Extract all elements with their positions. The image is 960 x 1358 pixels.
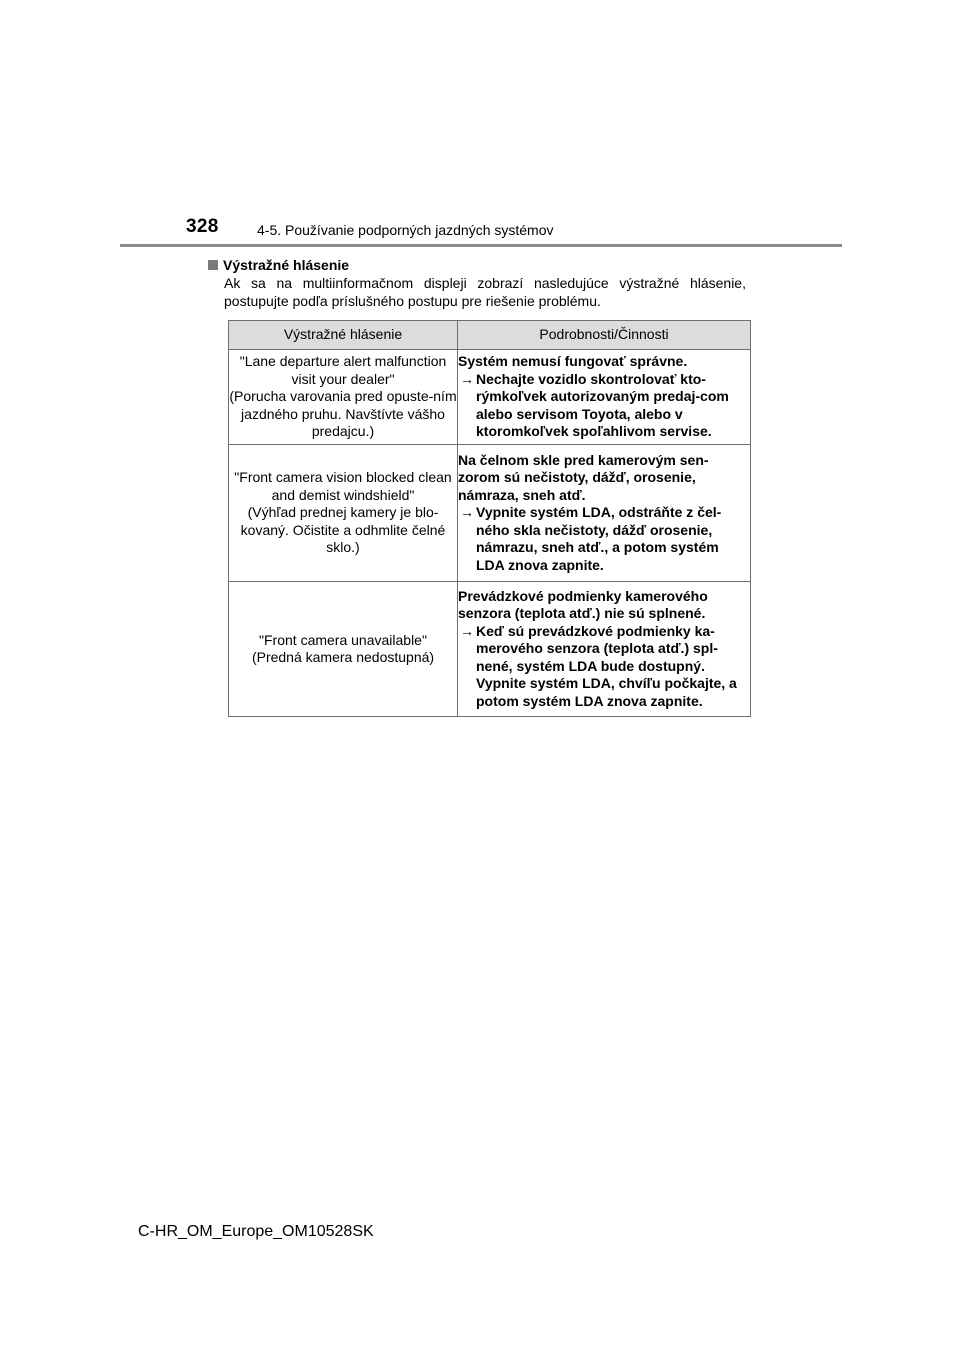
message-translation: (Predná kamera nedostupná) xyxy=(251,649,435,665)
intro-line-2: postupujte podľa príslušného postupu pre riešenie problému. xyxy=(224,293,601,309)
details-cell xyxy=(458,445,751,582)
message-cell xyxy=(229,350,458,445)
condition-text: Na čelnom skle pred kamerovým sen-zorom sú nečistoty, dážď, orosenie, námraza, sneh atď. xyxy=(458,451,709,503)
warning-message-table xyxy=(228,320,751,717)
action-item xyxy=(458,504,750,574)
intro-paragraph xyxy=(224,274,746,310)
page-number: 328 xyxy=(186,216,219,237)
message-translation: (Výhľad prednej kamery je blo-kovaný. Očistite a odhmlite čelné sklo.) xyxy=(240,504,446,556)
message-text: "Lane departure alert malfunction visit your dealer" xyxy=(239,353,447,387)
action-item xyxy=(458,623,750,711)
message-text: "Front camera vision blocked clean and demist windshield" xyxy=(234,469,452,503)
table-row xyxy=(229,350,751,445)
message-translation: (Porucha varovania pred opuste-ním jazdného pruhu. Navštívte vášho predajcu.) xyxy=(229,388,457,440)
table-header-row xyxy=(229,321,751,350)
action-item xyxy=(458,371,750,441)
table-row xyxy=(229,445,751,582)
footer-document-code: C-HR_OM_Europe_OM10528SK xyxy=(138,1223,374,1240)
arrow-right-icon: → xyxy=(460,622,474,639)
section-title: 4-5. Používanie podporných jazdných systémov xyxy=(257,222,554,238)
subsection-heading xyxy=(208,257,349,273)
square-bullet-icon xyxy=(208,260,218,270)
column-header-details: Podrobnosti/Činnosti xyxy=(458,321,751,350)
action-text: Keď sú prevádzkové podmienky ka-merového senzora (teplota atď.) spl-nené, systém LDA bude dostupný. Vypnite systém LDA, chvíľu počkajte, a potom systém LDA znova zapnite. xyxy=(476,622,737,709)
heading-text: Výstražné hlásenie xyxy=(223,257,350,273)
intro-line-1: Ak sa na multiinformačnom displeji zobrazí nasledujúce výstražné hlásenie, xyxy=(224,275,746,291)
table-row xyxy=(229,582,751,717)
action-text: Nechajte vozidlo skontrolovať kto-rýmkoľvek autorizovaným predaj-com alebo servisom Toyota, alebo v ktoromkoľvek spoľahlivom servise. xyxy=(476,370,729,440)
action-text: Vypnite systém LDA, odstráňte z čel-ného skla nečistoty, dážď orosenie, námrazu, sneh atď., a potom systém LDA znova zapnite. xyxy=(476,504,722,573)
arrow-right-icon: → xyxy=(460,504,474,521)
header-rule xyxy=(120,244,842,247)
message-cell xyxy=(229,445,458,582)
message-cell xyxy=(229,582,458,717)
column-header-message: Výstražné hlásenie xyxy=(229,321,458,350)
arrow-right-icon: → xyxy=(460,370,474,387)
condition-text: Prevádzkové podmienky kamerového senzora (teplota atď.) nie sú splnené. xyxy=(458,587,708,622)
details-cell xyxy=(458,582,751,717)
condition-text: Systém nemusí fungovať správne. xyxy=(458,353,688,370)
details-cell xyxy=(458,350,751,445)
message-text: "Front camera unavailable" xyxy=(259,631,427,648)
